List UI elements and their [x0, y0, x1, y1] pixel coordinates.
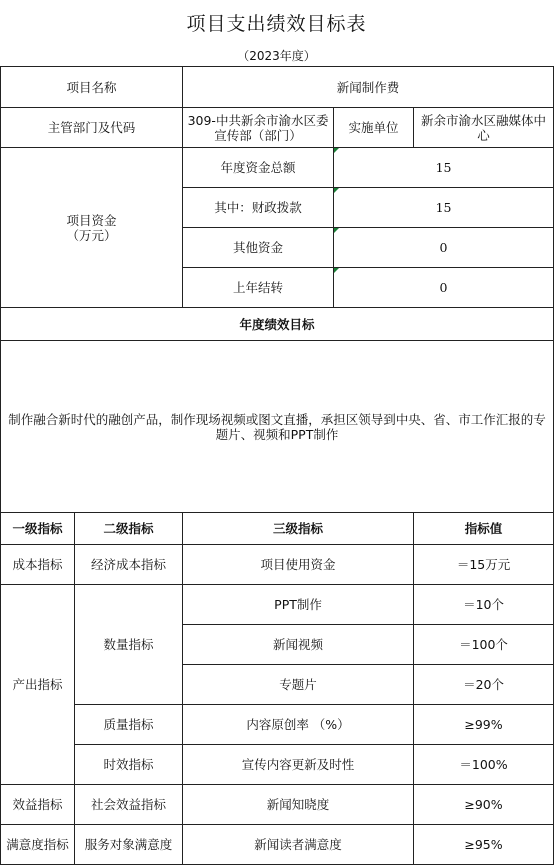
- indicator-value: ＝100个: [414, 625, 554, 665]
- indicator-name: PPT制作: [183, 585, 414, 625]
- funds-row-total: [1, 148, 554, 188]
- page-title: 项目支出绩效目标表: [186, 12, 367, 35]
- level2-social-benefit: 社会效益指标: [75, 785, 183, 825]
- funds-label: 项目资金 （万元）: [1, 148, 183, 308]
- indicator-row-timeliness: [1, 745, 554, 785]
- implementing-unit-value: 新余市渝水区融媒体中心: [414, 108, 554, 148]
- funds-item-label: 上年结转: [183, 268, 334, 308]
- indicator-name: 新闻知晓度: [183, 785, 414, 825]
- annual-goal-row: [1, 341, 554, 513]
- indicator-name: 新闻视频: [183, 625, 414, 665]
- level2-service-satisfaction: 服务对象满意度: [75, 825, 183, 865]
- department-label: 主管部门及代码: [1, 108, 183, 148]
- indicator-name: 项目使用资金: [183, 545, 414, 585]
- funds-item-value: 15: [334, 188, 554, 228]
- level1-satisfaction: 满意度指标: [1, 825, 75, 865]
- funds-item-label: 年度资金总额: [183, 148, 334, 188]
- header-level1: 一级指标: [1, 513, 75, 545]
- level1-cost: 成本指标: [1, 545, 75, 585]
- indicator-name: 专题片: [183, 665, 414, 705]
- funds-item-label: 其他资金: [183, 228, 334, 268]
- department-row: [1, 108, 554, 148]
- department-value: 309-中共新余市渝水区委宣传部（部门）: [183, 108, 334, 148]
- level2-quantity: 数量指标: [75, 585, 183, 705]
- indicator-name: 新闻读者满意度: [183, 825, 414, 865]
- level2-quality: 质量指标: [75, 705, 183, 745]
- funds-item-value: 0: [334, 268, 554, 308]
- indicator-value: ≥90%: [414, 785, 554, 825]
- project-name-label: 项目名称: [1, 67, 183, 108]
- indicator-row-satisfaction: [1, 825, 554, 865]
- indicator-value: ≥95%: [414, 825, 554, 865]
- performance-table: [0, 66, 554, 865]
- implementing-unit-label: 实施单位: [334, 108, 414, 148]
- annual-goal-text: 制作融合新时代的融创产品，制作现场视频或图文直播，承担区领导到中央、省、市工作汇报的专题片、视频和PPT制作: [1, 341, 554, 513]
- level2-timeliness: 时效指标: [75, 745, 183, 785]
- indicator-value: ＝10个: [414, 585, 554, 625]
- level2-economic-cost: 经济成本指标: [75, 545, 183, 585]
- indicator-row-cost: [1, 545, 554, 585]
- indicator-row-ppt: [1, 585, 554, 625]
- funds-item-value: 15: [334, 148, 554, 188]
- level1-output: 产出指标: [1, 585, 75, 785]
- project-name-row: [1, 67, 554, 108]
- header-value: 指标值: [414, 513, 554, 545]
- annual-goal-header-row: [1, 308, 554, 341]
- project-name-value: 新闻制作费: [183, 67, 554, 108]
- indicator-row-originality: [1, 705, 554, 745]
- indicator-value: ＝20个: [414, 665, 554, 705]
- level1-benefit: 效益指标: [1, 785, 75, 825]
- annual-goal-header: 年度绩效目标: [1, 308, 554, 341]
- funds-item-value: 0: [334, 228, 554, 268]
- indicator-name: 宣传内容更新及时性: [183, 745, 414, 785]
- header-level2: 二级指标: [75, 513, 183, 545]
- indicator-header-row: [1, 513, 554, 545]
- indicator-value: ＝15万元: [414, 545, 554, 585]
- year-label: （2023年度）: [237, 48, 316, 63]
- indicator-name: 内容原创率 （%）: [183, 705, 414, 745]
- header-level3: 三级指标: [183, 513, 414, 545]
- funds-item-label: 其中：财政拨款: [183, 188, 334, 228]
- indicator-row-benefit: [1, 785, 554, 825]
- indicator-value: ＝100%: [414, 745, 554, 785]
- indicator-value: ≥99%: [414, 705, 554, 745]
